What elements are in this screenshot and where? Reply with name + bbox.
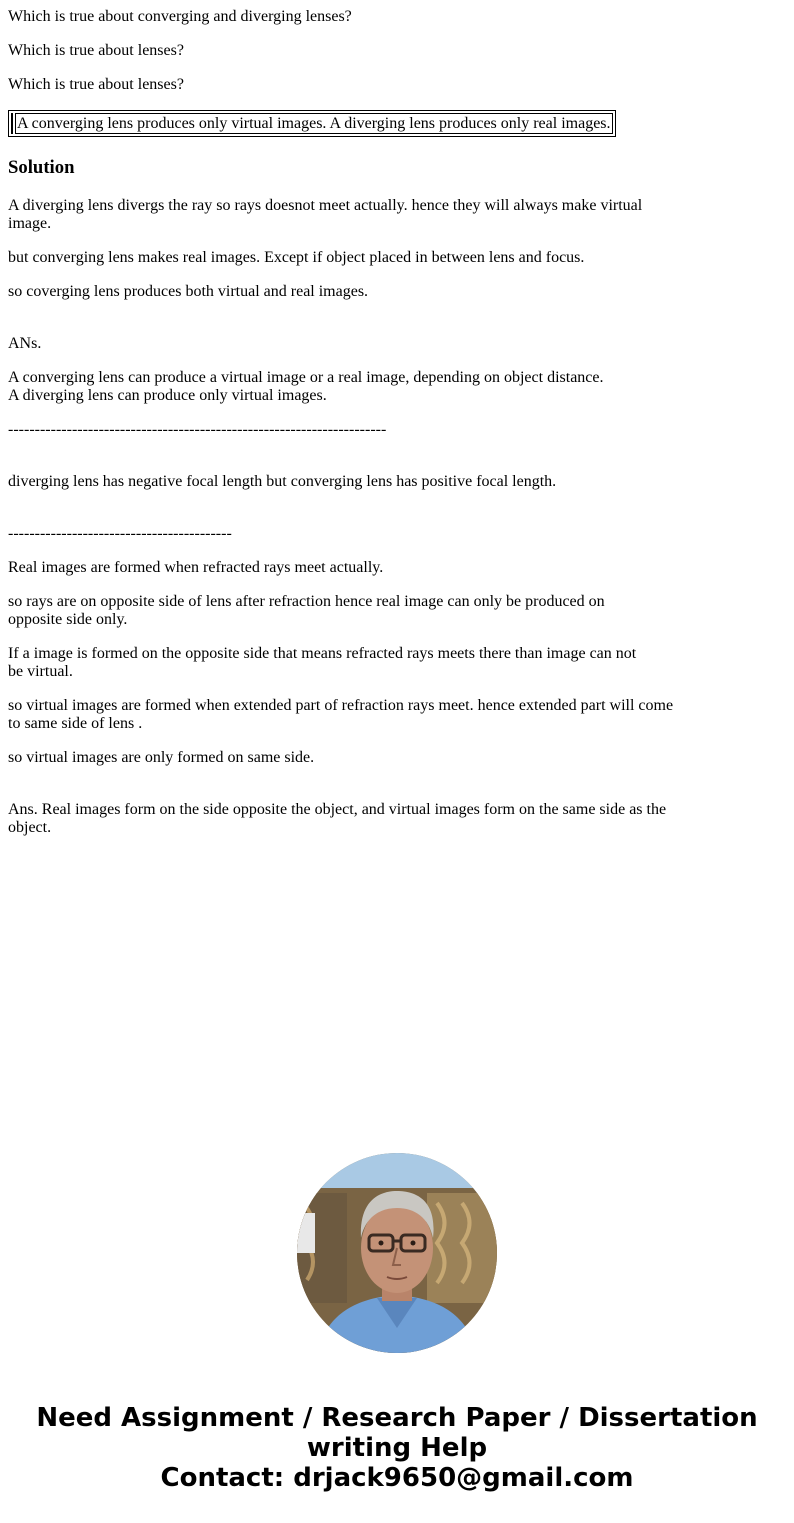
solution-paragraph: to same side of lens . [8,715,143,732]
promo-banner [0,1403,794,1493]
promo-contact: Contact: drjack9650@gmail.com [160,1463,634,1493]
solution-paragraph: diverging lens has negative focal length but converging lens has positive focal length. [8,473,557,490]
solution-paragraph: so virtual images are only formed on same side. [8,749,315,766]
solution-paragraph: but converging lens makes real images. Except if object placed in between lens and focus. [8,249,585,266]
solution-paragraph: Real images are formed when refracted rays meet actually. [8,559,384,576]
solution-body [8,197,688,837]
solution-paragraph: A diverging lens can produce only virtual images. [8,387,327,404]
solution-paragraph: so rays are on opposite side of lens after refraction hence real image can only be produced on [8,593,605,610]
answer-option-table [8,110,616,137]
promo-line: writing Help [306,1433,488,1463]
solution-paragraph: If a image is formed on the opposite side that means refracted rays meets there than image can not [8,645,637,662]
solution-paragraph: be virtual. [8,663,73,680]
solution-paragraph: opposite side only. [8,611,128,628]
article-body [8,8,688,853]
person-photo-icon [297,1153,497,1353]
avatar [297,1153,497,1353]
answer-option: A converging lens produces only virtual images. A diverging lens produces only real images. [17,115,611,132]
solution-paragraph: A converging lens can produce a virtual image or a real image, depending on object distance. [8,369,604,386]
question-text: Which is true about converging and diverging lenses? [8,8,352,25]
solution-paragraph: Ans. Real images form on the side opposite the object, and virtual images form on the same side as the object. [8,801,667,836]
solution-paragraph: so virtual images are formed when extended part of refraction rays meet. hence extended part will come [8,697,674,714]
divider-line: ------------------------------------------ [8,525,232,542]
empty-cell [11,113,13,134]
divider-line: ----------------------------------------------------------------------- [8,421,387,438]
promo-line: Need Assignment / Research Paper / Dissertation [36,1403,758,1433]
solution-paragraph: so coverging lens produces both virtual and real images. [8,283,369,300]
solution-paragraph: ANs. [8,335,42,352]
solution-paragraph: A diverging lens divergs the ray so rays doesnot meet actually. hence they will always make virtual [8,197,643,214]
solution-heading: Solution [8,157,75,178]
question-text: Which is true about lenses? [8,42,184,59]
question-text: Which is true about lenses? [8,76,184,93]
solution-paragraph: image. [8,215,52,232]
